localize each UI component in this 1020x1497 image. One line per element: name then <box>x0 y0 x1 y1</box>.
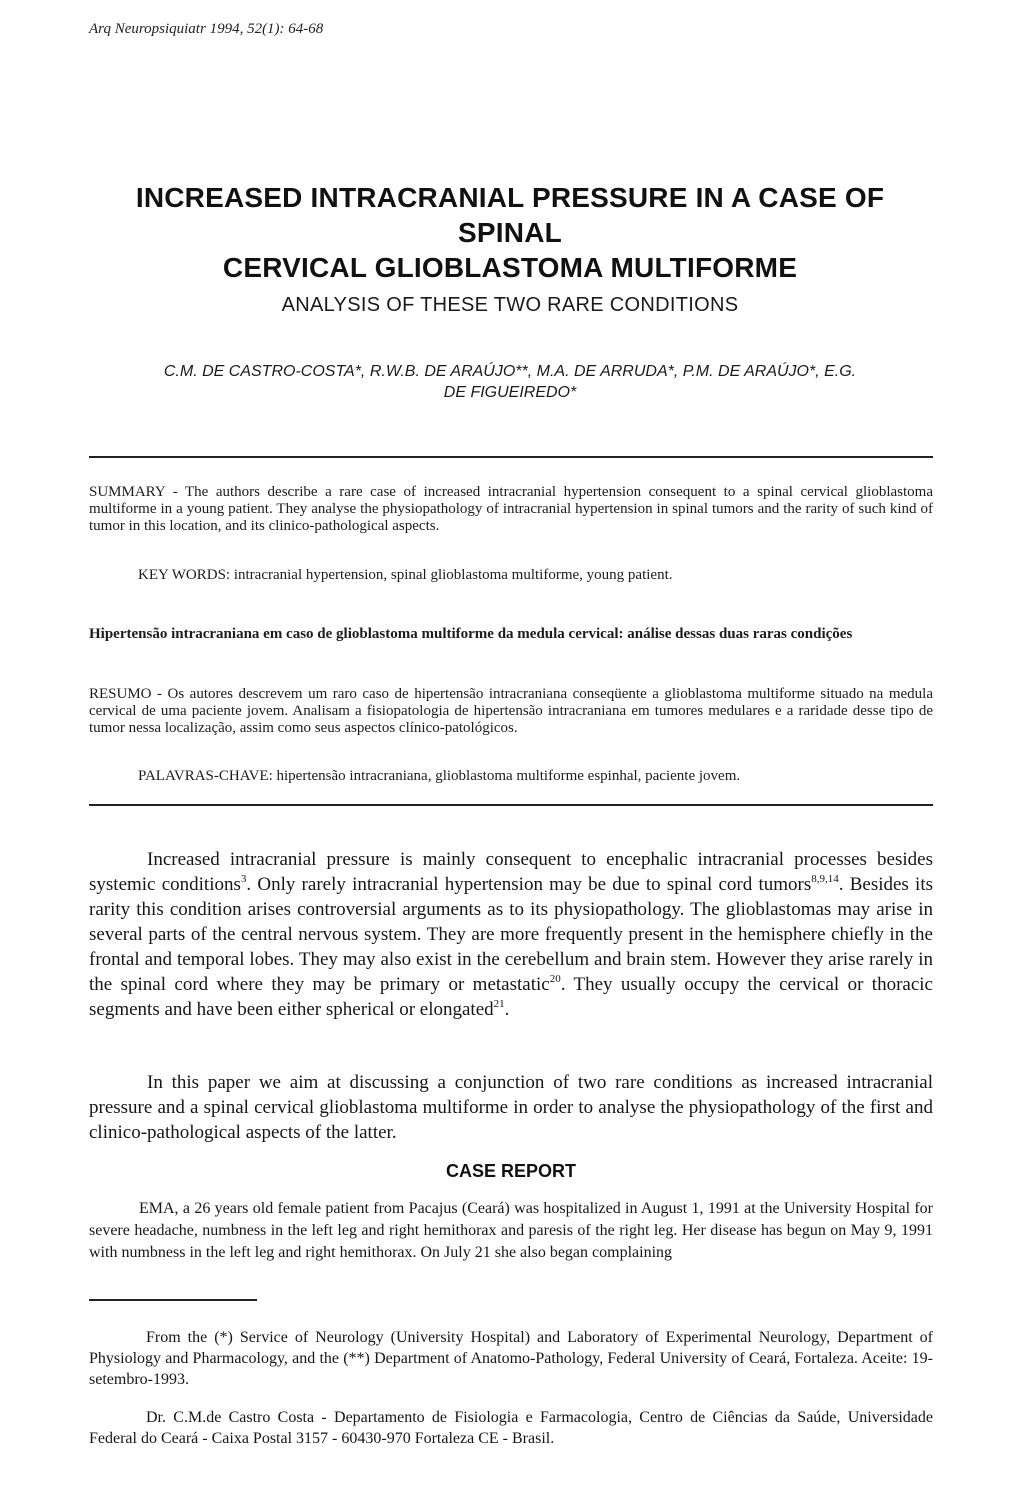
correspondence-footnote: Dr. C.M.de Castro Costa - Departamento de Fisiologia e Farmacologia, Centro de Ciências da Saúde, Universidade Federal do Ceará - Caixa Postal 3157 - 60430-970 Fortaleza CE - Brasil. <box>89 1409 933 1447</box>
intro-paragraph-2: In this paper we aim at discussing a conjunction of two rare conditions as increased intracranial pressure and a spinal cervical glioblastoma multiforme in order to analyse the physiopathology of the first and clinico-pathological aspects of the latter. <box>89 1072 933 1143</box>
article-subtitle: ANALYSIS OF THESE TWO RARE CONDITIONS <box>281 294 739 316</box>
journal-reference: Arq Neuropsiquiatr 1994, 52(1): 64-68 <box>89 21 324 37</box>
author-list-line-1: C.M. DE CASTRO-COSTA*, R.W.B. DE ARAÚJO**, M.A. DE ARRUDA*, P.M. DE ARAÚJO*, E.G. <box>163 363 857 380</box>
affiliation-footnote: From the (*) Service of Neurology (University Hospital) and Laboratory of Experimental Neurology, Department of Physiology and Pharmacology, and the (**) Department of Anatomo-Pathology, Federal University of Ceará, Fortaleza. Aceite: 19-setembro-1993. <box>89 1329 933 1388</box>
keywords-line: KEY WORDS: intracranial hypertension, spinal glioblastoma multiforme, young patient. <box>138 567 673 583</box>
citation-ref: 3 <box>240 872 247 885</box>
resumo-paragraph: RESUMO - Os autores descrevem um raro caso de hipertensão intracraniana conseqüente a glioblastoma multiforme situado na medula cervical de uma paciente jovem. Analisam a fisiopatologia de hipertensão intracraniana em tumores medulares e a raridade desse tipo de tumor nessa localização, assim como seus aspectos clínico-patológicos. <box>89 686 933 736</box>
portuguese-title: Hipertensão intracraniana em caso de glioblastoma multiforme da medula cervical: análise dessas duas raras condições <box>89 626 853 642</box>
abstract-top-rule <box>89 456 933 458</box>
abstract-bottom-rule <box>89 804 933 806</box>
footnote-rule <box>89 1299 257 1301</box>
citation-ref: 8,9,14 <box>811 872 839 885</box>
article-title <box>90 180 930 285</box>
article-title-line-1: INCREASED INTRACRANIAL PRESSURE IN A CASE OF SPINAL <box>135 182 885 248</box>
summary-paragraph: SUMMARY - The authors describe a rare case of increased intracranial hypertension consequent to a spinal cervical glioblastoma multiforme in a young patient. They analyse the physiopathology of intracranial hypertension in spinal tumors and the rarity of such kind of tumor in this location, and its clinico-pathological aspects. <box>89 484 933 534</box>
citation-ref: 21 <box>493 997 505 1010</box>
citation-ref: 20 <box>549 972 561 985</box>
author-list <box>90 361 930 403</box>
intro-paragraph-1: Increased intracranial pressure is mainly consequent to encephalic intracranial processes besides systemic conditions$^3$. Only rarely intracranial hypertension may be due to spinal cord tumors$^{8,9,14}$. Besides its rarity this condition arises controversial arguments as to its physiopathology. The glioblastomas may arise in several parts of the central nervous system. They are more frequently present in the hemisphere chiefly in the frontal and temporal lobes. They may also exist in the cerebellum and brain stem. However they arise rarely in the spinal cord where they may be primary or metastatic$^{20}$. They usually occupy the cervical or thoracic segments and have been either spherical or elongated$^{21}$. <box>89 849 933 1020</box>
palavras-chave-line: PALAVRAS-CHAVE: hipertensão intracraniana, glioblastoma multiforme espinhal, paciente jovem. <box>138 768 741 784</box>
author-list-line-2: DE FIGUEIREDO* <box>443 384 577 401</box>
article-title-line-2: CERVICAL GLIOBLASTOMA MULTIFORME <box>222 252 798 283</box>
case-report-heading: CASE REPORT <box>445 1161 577 1181</box>
case-report-paragraph: EMA, a 26 years old female patient from Pacajus (Ceará) was hospitalized in August 1, 1991 at the University Hospital for severe headache, numbness in the left leg and right hemithorax and paresis of the right leg. Her disease has begun on May 9, 1991 with numbness in the left leg and right hemithorax. On July 21 she also began complaining <box>89 1200 933 1261</box>
